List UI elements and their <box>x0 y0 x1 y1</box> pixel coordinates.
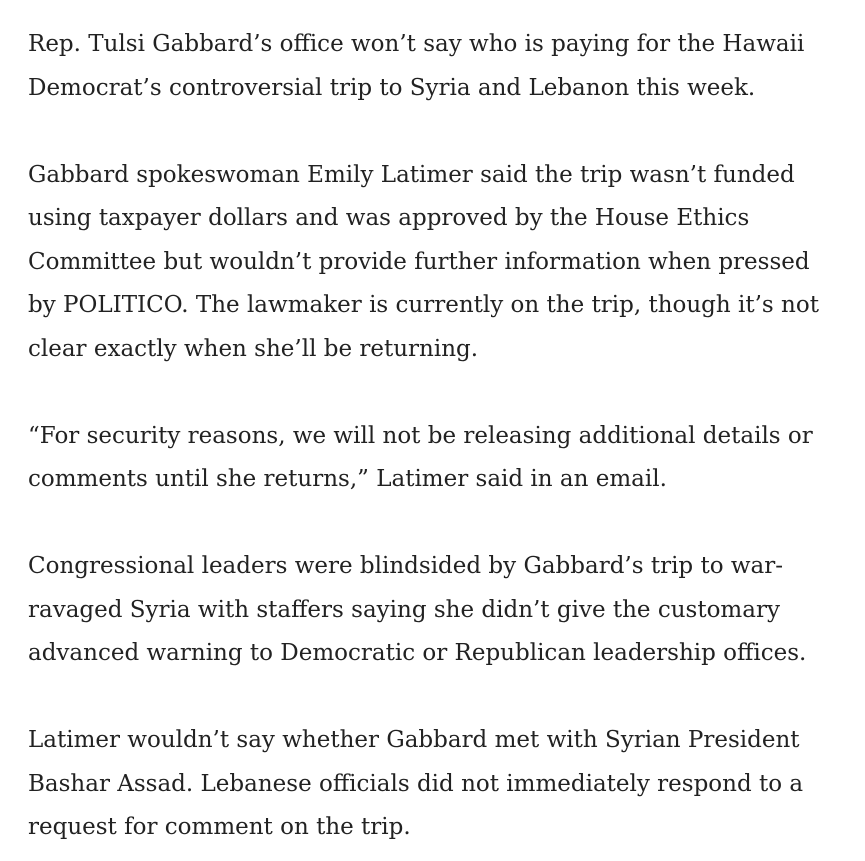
article-paragraph: “For security reasons, we will not be releasing additional details or comments until she returns,” Latimer said in an email. <box>28 422 813 492</box>
article-body <box>28 23 843 850</box>
article-paragraph: Latimer wouldn’t say whether Gabbard met with Syrian President Bashar Assad. Lebanese officials did not immediately respond to a request for comment on the trip. <box>28 727 804 840</box>
article-paragraph: Rep. Tulsi Gabbard’s office won’t say who is paying for the Hawaii Democrat’s controversial trip to Syria and Lebanon this week. <box>28 31 805 101</box>
article-paragraph: Congressional leaders were blindsided by Gabbard’s trip to war- ravaged Syria with staffers saying she didn’t give the customary advanced warning to Democratic or Republican leadership offices. <box>28 553 807 666</box>
article-paragraph: Gabbard spokeswoman Emily Latimer said the trip wasn’t funded using taxpayer dollars and was approved by the House Ethics Committee but wouldn’t provide further information when pressed by POLITICO. The lawmaker is currently on the trip, though it’s not clear exactly when she’ll be returning. <box>28 161 819 362</box>
